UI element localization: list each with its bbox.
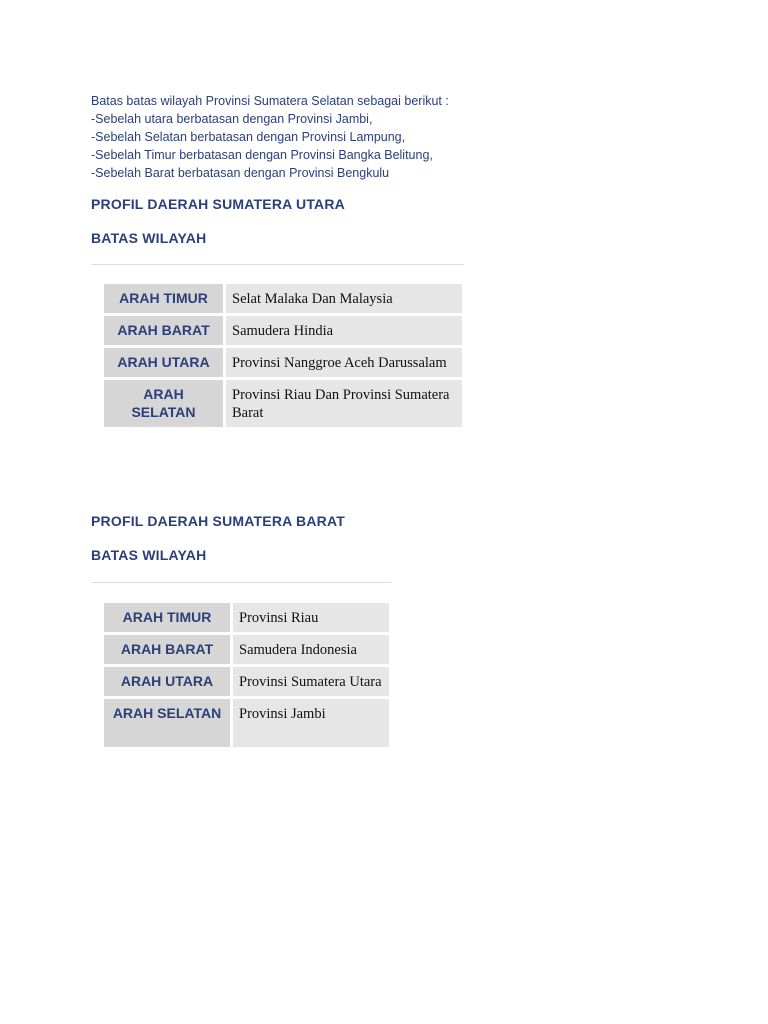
value-cell: Provinsi Riau bbox=[233, 603, 389, 632]
section-divider bbox=[91, 264, 464, 265]
table-row bbox=[104, 699, 389, 747]
value-cell: Provinsi Jambi bbox=[233, 699, 389, 747]
value-cell: Samudera Indonesia bbox=[233, 635, 389, 664]
value-cell: Selat Malaka Dan Malaysia bbox=[226, 284, 462, 313]
value-cell: Samudera Hindia bbox=[226, 316, 462, 345]
intro-line: -Sebelah Barat berbatasan dengan Provinsi Bengkulu bbox=[91, 166, 390, 180]
table-row bbox=[104, 348, 462, 377]
table-row bbox=[104, 603, 389, 632]
table-row bbox=[104, 316, 462, 345]
sumbar-title: PROFIL DAERAH SUMATERA BARAT bbox=[91, 513, 345, 529]
direction-cell: ARAH UTARA bbox=[104, 348, 223, 377]
value-cell: Provinsi Sumatera Utara bbox=[233, 667, 389, 696]
direction-cell: ARAH TIMUR bbox=[104, 603, 230, 632]
table-row bbox=[104, 635, 389, 664]
sumut-borders-table bbox=[101, 281, 465, 430]
table-row bbox=[104, 667, 389, 696]
sumut-subtitle: BATAS WILAYAH bbox=[91, 230, 207, 246]
value-cell: Provinsi Riau Dan Provinsi Sumatera Barat bbox=[226, 380, 462, 427]
section-divider bbox=[91, 582, 391, 583]
intro-line: -Sebelah Timur berbatasan dengan Provinsi Bangka Belitung, bbox=[91, 148, 433, 162]
direction-cell: ARAH SELATAN bbox=[104, 380, 223, 427]
sumut-title: PROFIL DAERAH SUMATERA UTARA bbox=[91, 196, 345, 212]
table-row bbox=[104, 284, 462, 313]
direction-cell: ARAH UTARA bbox=[104, 667, 230, 696]
sumbar-borders-table bbox=[101, 600, 392, 750]
intro-line: -Sebelah utara berbatasan dengan Provinsi Jambi, bbox=[91, 112, 373, 126]
table-row bbox=[104, 380, 462, 427]
intro-text bbox=[91, 92, 511, 182]
direction-cell: ARAH SELATAN bbox=[104, 699, 230, 747]
value-cell: Provinsi Nanggroe Aceh Darussalam bbox=[226, 348, 462, 377]
direction-cell: ARAH BARAT bbox=[104, 635, 230, 664]
intro-line: -Sebelah Selatan berbatasan dengan Provinsi Lampung, bbox=[91, 130, 406, 144]
sumbar-subtitle: BATAS WILAYAH bbox=[91, 547, 207, 563]
intro-line: Batas batas wilayah Provinsi Sumatera Selatan sebagai berikut : bbox=[91, 94, 449, 108]
direction-cell: ARAH TIMUR bbox=[104, 284, 223, 313]
direction-cell: ARAH BARAT bbox=[104, 316, 223, 345]
